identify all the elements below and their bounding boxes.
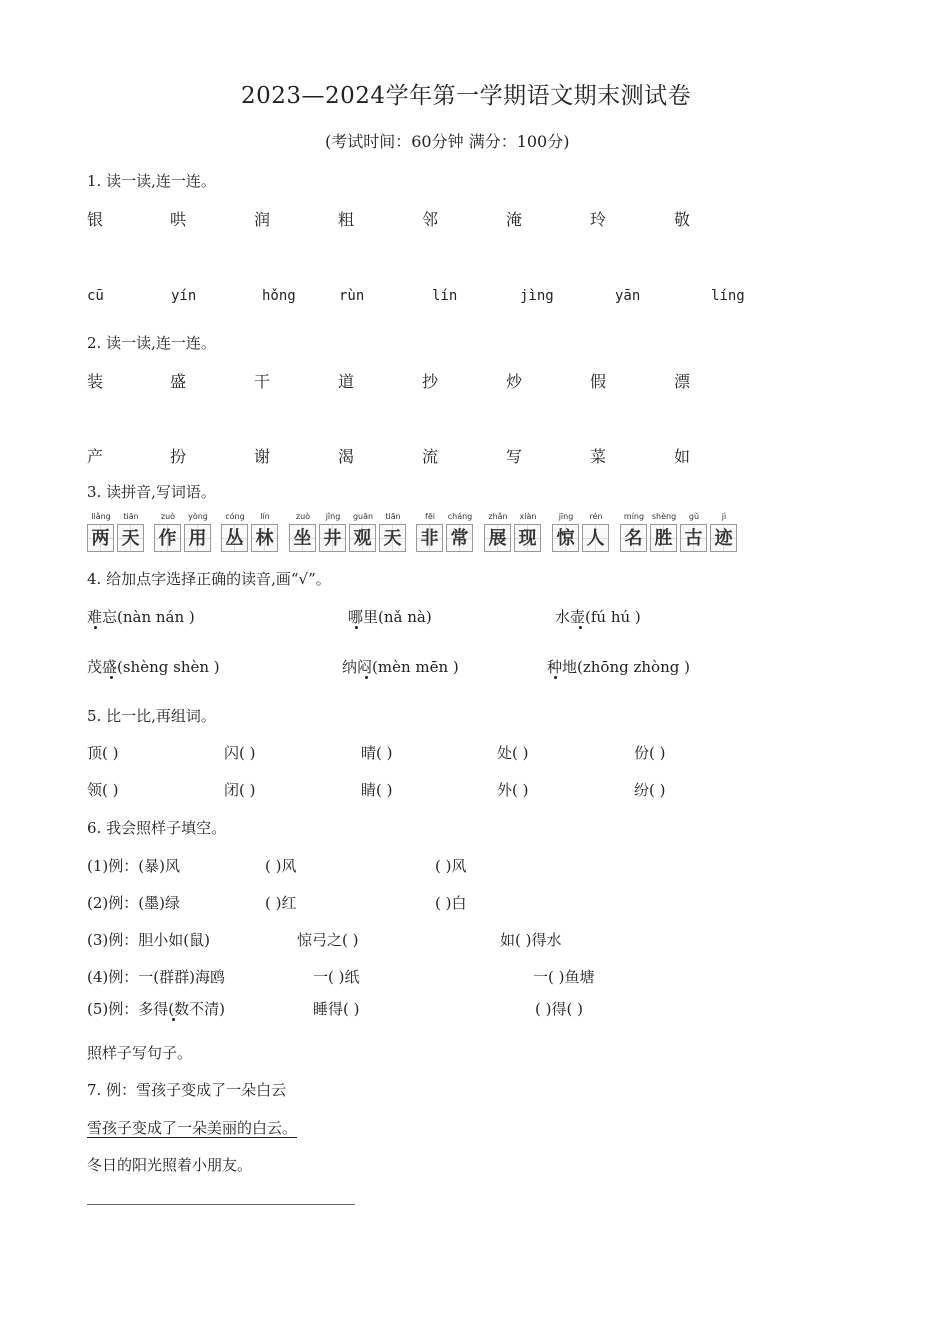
q3-pinyin-label: fēi	[425, 512, 435, 521]
q3-pinyin-label: tiān	[123, 512, 139, 521]
emphasis-dot	[355, 626, 358, 629]
q5-blank[interactable]: 处( )	[497, 744, 529, 762]
q6-blank[interactable]: 睡得( )	[313, 1000, 360, 1018]
q3-char-cell[interactable]: 古	[680, 524, 707, 552]
q1-char: 粗	[338, 210, 355, 229]
q4-prompt: 4. 给加点字选择正确的读音,画“√”。	[87, 570, 331, 588]
q2-char: 盛	[170, 372, 187, 391]
q2-char: 漂	[674, 372, 691, 391]
q1-pinyin-item: rùn	[339, 288, 365, 304]
emphasis-dot	[94, 626, 97, 629]
q2-char: 渴	[338, 447, 355, 466]
q3-word	[552, 512, 612, 554]
q4-item[interactable]: 哪里(nǎ nà)	[348, 608, 432, 626]
q2-char: 炒	[506, 372, 523, 391]
q3-pinyin-label: zuò	[295, 512, 311, 521]
emphasis-dot	[172, 1018, 175, 1021]
q6-blank[interactable]: ( )风	[265, 857, 297, 875]
q1-char: 润	[254, 210, 271, 229]
q3-word	[154, 512, 214, 554]
q3-word	[484, 512, 544, 554]
q3-char-cell[interactable]: 作	[154, 524, 181, 552]
q6-example: (2)例：(墨)绿	[87, 894, 180, 912]
q3-pinyin-label: jīng	[558, 512, 574, 521]
q3-pinyin-label: cóng	[225, 512, 245, 521]
q3-pinyin-label: tiān	[385, 512, 401, 521]
q5-blank[interactable]: 晴( )	[361, 744, 393, 762]
q5-blank[interactable]: 领( )	[87, 781, 119, 799]
q1-char: 银	[87, 210, 104, 229]
q1-char: 邻	[422, 210, 439, 229]
q3-char-cell[interactable]: 用	[184, 524, 211, 552]
q6-blank[interactable]: 一( )鱼塘	[533, 968, 595, 986]
q6-blank[interactable]: ( )得( )	[535, 1000, 583, 1018]
q6-blank[interactable]: 如( )得水	[500, 931, 562, 949]
q3-char-cell[interactable]: 坐	[289, 524, 316, 552]
q2-char: 扮	[170, 447, 187, 466]
q1-pinyin-item: yín	[171, 288, 197, 304]
q3-pinyin-label: cháng	[447, 512, 473, 521]
q6-blank[interactable]: 一( )纸	[313, 968, 360, 986]
q3-pinyin-label: xiàn	[519, 512, 537, 521]
q3-char-cell[interactable]: 人	[582, 524, 609, 552]
q7-example-answer: 雪孩子变成了一朵美丽的白云。	[87, 1119, 298, 1137]
q5-blank[interactable]: 份( )	[634, 744, 666, 762]
q1-pinyin-item: jìng	[520, 288, 554, 304]
q6-example: (4)例：一(群群)海鸥	[87, 968, 225, 986]
q7-intro: 照样子写句子。	[87, 1044, 193, 1062]
q2-char: 菜	[590, 447, 607, 466]
q2-char: 干	[254, 372, 271, 391]
q6-prompt: 6. 我会照样子填空。	[87, 819, 227, 837]
q3-pinyin-label: gǔ	[688, 512, 700, 521]
q2-prompt: 2. 读一读,连一连。	[87, 334, 216, 352]
q3-prompt: 3. 读拼音,写词语。	[87, 483, 216, 501]
q7-prompt: 7. 例：雪孩子变成了一朵白云	[87, 1081, 287, 1099]
emphasis-dot	[365, 676, 368, 679]
q3-char-cell[interactable]: 现	[514, 524, 541, 552]
q2-char: 装	[87, 372, 104, 391]
q1-pinyin-item: yān	[615, 288, 641, 304]
q4-item[interactable]: 茂盛(shèng shèn )	[87, 658, 220, 676]
q6-blank[interactable]: ( )风	[435, 857, 467, 875]
q6-example: (1)例：(暴)风	[87, 857, 180, 875]
q2-char: 流	[422, 447, 439, 466]
emphasis-dot	[554, 676, 557, 679]
q3-word	[289, 512, 409, 554]
q3-pinyin-label: lín	[260, 512, 270, 521]
q3-char-cell[interactable]: 井	[319, 524, 346, 552]
q3-pinyin-label: jǐng	[325, 512, 341, 521]
q2-char: 如	[674, 447, 691, 466]
q2-char: 谢	[254, 447, 271, 466]
q4-item[interactable]: 难忘(nàn nán )	[87, 608, 195, 626]
q4-item[interactable]: 水壶(fú hú )	[555, 608, 641, 626]
q5-blank[interactable]: 闭( )	[224, 781, 256, 799]
q3-word	[221, 512, 281, 554]
q1-pinyin-item: líng	[711, 288, 745, 304]
q3-char-cell[interactable]: 展	[484, 524, 511, 552]
q3-pinyin-label: jì	[721, 512, 727, 521]
q3-word	[416, 512, 476, 554]
q1-char: 哄	[170, 210, 187, 229]
q3-word	[620, 512, 740, 554]
q3-char-cell[interactable]: 非	[416, 524, 443, 552]
q5-blank[interactable]: 闪( )	[224, 744, 256, 762]
q5-blank[interactable]: 外( )	[497, 781, 529, 799]
q3-char-cell[interactable]: 惊	[552, 524, 579, 552]
q2-char: 抄	[422, 372, 439, 391]
answer-line[interactable]	[87, 1204, 355, 1205]
q3-pinyin-label: yòng	[188, 512, 208, 521]
q3-pinyin-label: zhǎn	[488, 512, 508, 521]
q3-pinyin-label: míng	[623, 512, 645, 521]
q3-pinyin-label: zuò	[160, 512, 176, 521]
q2-char: 假	[590, 372, 607, 391]
q4-item[interactable]: 种地(zhōng zhòng )	[547, 658, 690, 676]
q3-pinyin-label: guān	[352, 512, 374, 521]
q7-task: 冬日的阳光照着小朋友。	[87, 1156, 253, 1174]
q2-char: 道	[338, 372, 355, 391]
page-subtitle: (考试时间：60分钟 满分：100分)	[325, 132, 570, 151]
q5-blank[interactable]: 顶( )	[87, 744, 119, 762]
q3-char-cell[interactable]: 常	[446, 524, 473, 552]
q6-example: (3)例：胆小如(鼠)	[87, 931, 210, 949]
q3-char-cell[interactable]: 两	[87, 524, 114, 552]
q6-example: (5)例：多得(数不清)	[87, 1000, 225, 1018]
q3-char-cell[interactable]: 丛	[221, 524, 248, 552]
q4-item[interactable]: 纳闷(mèn mēn )	[342, 658, 459, 676]
q6-blank[interactable]: ( )白	[435, 894, 467, 912]
q6-blank[interactable]: ( )红	[265, 894, 297, 912]
q3-char-cell[interactable]: 林	[251, 524, 278, 552]
q1-pinyin-item: lín	[432, 288, 458, 304]
emphasis-dot	[579, 626, 582, 629]
q5-prompt: 5. 比一比,再组词。	[87, 707, 216, 725]
q3-char-cell[interactable]: 胜	[650, 524, 677, 552]
q3-char-cell[interactable]: 天	[117, 524, 144, 552]
q2-char: 写	[506, 447, 523, 466]
q6-blank[interactable]: 惊弓之( )	[297, 931, 359, 949]
q1-char: 玲	[590, 210, 607, 229]
q1-pinyin-item: cū	[87, 288, 104, 304]
q3-char-cell[interactable]: 名	[620, 524, 647, 552]
q3-char-cell[interactable]: 天	[379, 524, 406, 552]
q3-pinyin-label: liǎng	[91, 512, 111, 521]
page-title: 2023—2024学年第一学期语文期末测试卷	[241, 83, 692, 109]
q1-char: 敬	[674, 210, 691, 229]
q1-prompt: 1. 读一读,连一连。	[87, 172, 216, 190]
emphasis-dot	[110, 676, 113, 679]
q1-char: 淹	[506, 210, 523, 229]
q5-blank[interactable]: 纷( )	[634, 781, 666, 799]
q3-pinyin-label: rén	[589, 512, 603, 521]
q3-word	[87, 512, 147, 554]
q1-pinyin-item: hǒng	[262, 288, 296, 304]
q5-blank[interactable]: 睛( )	[361, 781, 393, 799]
q3-char-cell[interactable]: 迹	[710, 524, 737, 552]
q2-char: 产	[87, 447, 104, 466]
q3-char-cell[interactable]: 观	[349, 524, 376, 552]
q3-pinyin-label: shèng	[651, 512, 677, 521]
